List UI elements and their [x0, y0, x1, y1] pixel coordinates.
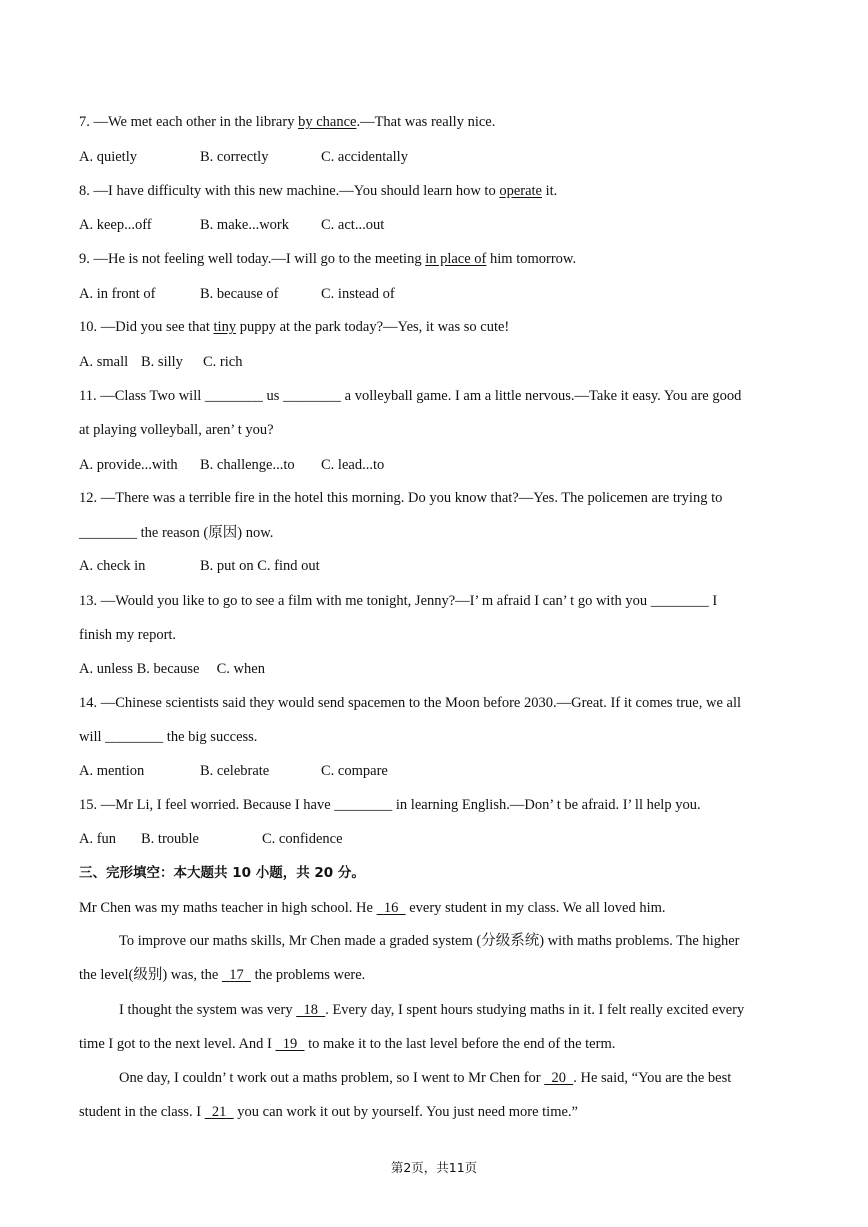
- total-score: 20: [314, 865, 334, 881]
- question-10: [79, 318, 798, 336]
- option-a: A. in front of: [79, 286, 156, 302]
- passage-text: student in the class. I: [79, 1104, 205, 1120]
- question-count: 10: [232, 865, 251, 881]
- option-a: A. keep...off: [79, 217, 152, 233]
- passage-line: [79, 966, 798, 984]
- section-title: 三、完形填空：本大题共: [79, 865, 233, 881]
- section-heading: [79, 864, 798, 882]
- option-c: C. lead...to: [321, 457, 385, 473]
- options-12: [79, 557, 798, 575]
- passage-line: [79, 1035, 798, 1053]
- underlined-phrase: tiny: [213, 319, 237, 335]
- option-a: A. small: [79, 354, 129, 370]
- section-title: 小题，共: [251, 865, 315, 881]
- option-b: B. because: [136, 661, 200, 677]
- option-a: A. provide...with: [79, 457, 178, 473]
- option-c: C. compare: [321, 763, 388, 779]
- passage-line: [119, 1069, 798, 1087]
- passage-text: you can work it out by yourself. You just need more time.”: [233, 1104, 578, 1120]
- option-b: B. because of: [200, 286, 279, 302]
- option-b: B. put on: [200, 558, 254, 574]
- blank-18: 18: [303, 1002, 318, 1018]
- underlined-phrase: by chance: [298, 114, 357, 130]
- options-7: [79, 148, 798, 166]
- option-c: C. instead of: [321, 286, 395, 302]
- question-text: puppy at the park today?—Yes, it was so cute!: [236, 319, 510, 335]
- section-title: 分。: [333, 865, 365, 881]
- option-b: B. celebrate: [200, 763, 270, 779]
- question-text: 9. —He is not feeling well today.—I will go to the meeting: [79, 251, 426, 267]
- blank-20: 20: [551, 1070, 566, 1086]
- question-text: it.: [542, 183, 558, 199]
- option-a: A. unless: [79, 661, 133, 677]
- question-14-cont: will ________ the big success.: [79, 729, 258, 745]
- passage-text: . He said, “You are the best: [573, 1070, 732, 1086]
- options-13: [79, 660, 798, 678]
- question-9: [79, 250, 798, 268]
- question-8: [79, 182, 798, 200]
- option-a: A. check in: [79, 558, 146, 574]
- option-b: B. silly: [141, 354, 183, 370]
- option-a: A. fun: [79, 831, 117, 847]
- passage-text: the level(级别) was, the: [79, 967, 222, 983]
- page-number: 第2页，共11页: [390, 1160, 478, 1175]
- underlined-phrase: in place of: [425, 251, 487, 267]
- option-c: C. find out: [257, 558, 320, 574]
- option-a: A. mention: [79, 763, 145, 779]
- options-14: [79, 762, 798, 780]
- option-b: B. correctly: [200, 149, 269, 165]
- passage-line: [79, 1103, 798, 1121]
- options-15: [79, 830, 798, 848]
- question-12: 12. —There was a terrible fire in the hotel this morning. Do you know that?—Yes. The policemen are trying to: [79, 490, 723, 506]
- options-8: [79, 216, 798, 234]
- question-7: [79, 113, 798, 131]
- option-c: C. confidence: [262, 831, 343, 847]
- blank-19: 19: [282, 1036, 298, 1052]
- question-text: .—That was really nice.: [356, 114, 496, 130]
- question-text: 10. —Did you see that: [79, 319, 214, 335]
- passage-line: [79, 899, 798, 917]
- blank-21: 21: [211, 1104, 227, 1120]
- question-13: 13. —Would you like to go to see a film with me tonight, Jenny?—I’ m afraid I can’ t go with you ________ I: [79, 593, 718, 609]
- blank-16: 16: [383, 900, 399, 916]
- option-b: B. trouble: [141, 831, 199, 847]
- passage-text: . Every day, I spent hours studying maths in it. I felt really excited every: [325, 1002, 745, 1018]
- question-11: 11. —Class Two will ________ us ________ a volleyball game. I am a little nervous.—Take it easy. You are good: [79, 388, 742, 404]
- passage-text: Mr Chen was my maths teacher in high school. He: [79, 900, 377, 916]
- passage-text: One day, I couldn’ t work out a maths problem, so I went to Mr Chen for: [119, 1070, 545, 1086]
- passage-text: I thought the system was very: [119, 1002, 297, 1018]
- option-b: B. challenge...to: [200, 457, 295, 473]
- options-11: [79, 456, 798, 474]
- option-c: C. accidentally: [321, 149, 408, 165]
- passage-line: [119, 1001, 798, 1019]
- question-14: 14. —Chinese scientists said they would send spacemen to the Moon before 2030.—Great. If it comes true, we all: [79, 695, 742, 711]
- question-12-cont: ________ the reason (原因) now.: [79, 525, 274, 541]
- question-text: 7. —We met each other in the library: [79, 114, 299, 130]
- option-c: C. act...out: [321, 217, 385, 233]
- question-13-cont: finish my report.: [79, 627, 177, 643]
- underlined-phrase: operate: [499, 183, 542, 199]
- passage-text: every student in my class. We all loved him.: [405, 900, 666, 916]
- question-text: him tomorrow.: [486, 251, 577, 267]
- option-a: A. quietly: [79, 149, 137, 165]
- options-10: [79, 353, 798, 371]
- options-9: [79, 285, 798, 303]
- option-c: C. when: [216, 661, 265, 677]
- passage-text: time I got to the next level. And I: [79, 1036, 276, 1052]
- question-text: 8. —I have difficulty with this new machine.—You should learn how to: [79, 183, 500, 199]
- passage-line: To improve our maths skills, Mr Chen made a graded system (分级系统) with maths problems. The higher: [119, 933, 740, 949]
- blank-17: 17: [229, 967, 244, 983]
- option-b: B. make...work: [200, 217, 289, 233]
- passage-text: to make it to the last level before the end of the term.: [304, 1036, 616, 1052]
- passage-text: the problems were.: [250, 967, 366, 983]
- question-11-cont: at playing volleyball, aren’ t you?: [79, 422, 274, 438]
- option-c: C. rich: [203, 354, 243, 370]
- question-15: 15. —Mr Li, I feel worried. Because I have ________ in learning English.—Don’ t be afraid. I’ ll help you.: [79, 797, 701, 813]
